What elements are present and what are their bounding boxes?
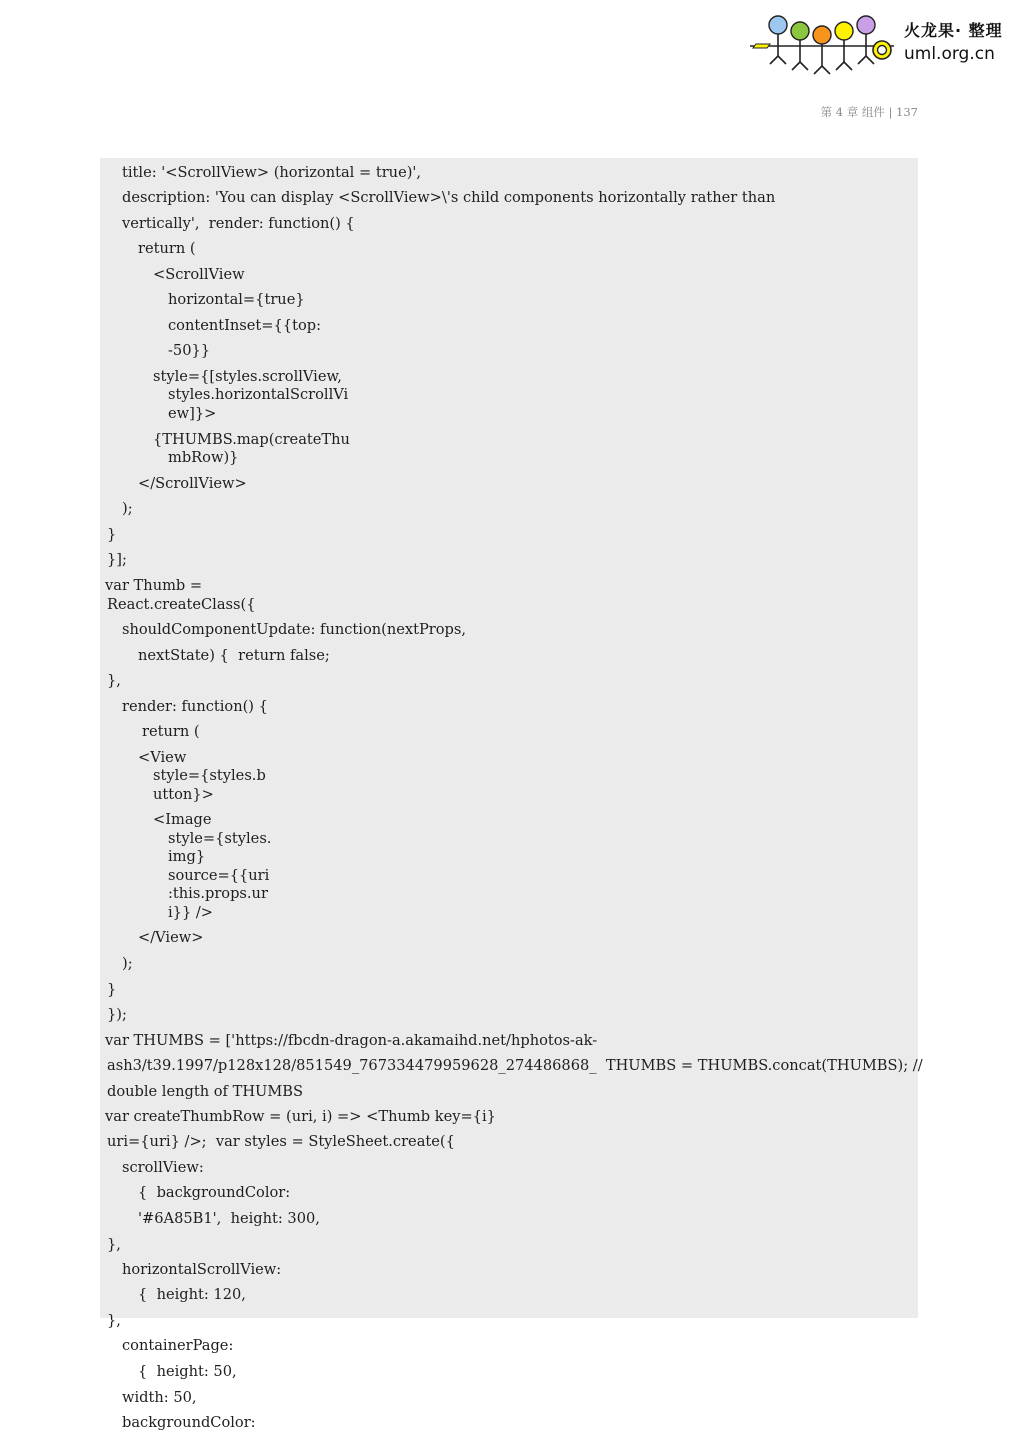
code-line: var createThumbRow = (uri, i) => <Thumb key={i} — [105, 1108, 496, 1125]
code-line: i}} /> — [168, 904, 214, 921]
code-line: scrollView: — [122, 1159, 204, 1176]
code-line: return ( — [142, 723, 200, 740]
code-line: }]; — [107, 551, 127, 568]
code-line: ash3/t39.1997/p128x128/851549_767334479959628_274486868_ THUMBS = THUMBS.concat(THUMBS); // — [107, 1057, 923, 1074]
code-line: nextState) { return false; — [138, 647, 330, 664]
code-line: </View> — [138, 929, 204, 946]
code-line: uri={uri} />; var styles = StyleSheet.create({ — [107, 1133, 455, 1150]
code-line: {THUMBS.map(createThu — [153, 431, 350, 448]
code-line: }, — [107, 672, 121, 689]
code-line: <Image — [153, 811, 212, 828]
code-line: width: 50, — [122, 1389, 197, 1406]
stick-figures-logo — [748, 12, 898, 76]
code-line: description: 'You can display <ScrollView>\'s child components horizontally rather than — [122, 189, 776, 206]
code-line: { height: 50, — [138, 1363, 237, 1380]
code-line: mbRow)} — [168, 449, 239, 466]
code-line: } — [107, 526, 117, 543]
code-line: var Thumb = — [105, 577, 203, 594]
code-line: horizontalScrollView: — [122, 1261, 282, 1278]
code-line: { backgroundColor: — [138, 1184, 291, 1201]
code-line: :this.props.ur — [168, 885, 268, 902]
brand-title: 火龙果· 整理 — [904, 21, 1003, 40]
code-line: source={{uri — [168, 867, 270, 884]
code-line: </ScrollView> — [138, 475, 247, 492]
code-line: ew]}> — [168, 405, 217, 422]
code-line: double length of THUMBS — [107, 1083, 304, 1100]
code-line: }); — [107, 1006, 127, 1023]
code-line: ); — [122, 500, 133, 517]
code-line: '#6A85B1', height: 300, — [138, 1210, 320, 1227]
code-line: ); — [122, 955, 133, 972]
brand-block — [904, 20, 1003, 66]
page-header: 第 4 章 组件 | 137 — [820, 105, 918, 119]
code-line: <View — [138, 749, 187, 766]
code-line: }, — [107, 1312, 121, 1329]
code-line: React.createClass({ — [107, 596, 256, 613]
code-line: style={styles. — [168, 830, 272, 847]
code-line: { height: 120, — [138, 1286, 246, 1303]
code-line: return ( — [138, 240, 196, 257]
code-line: vertically', render: function() { — [122, 215, 355, 232]
code-line: horizontal={true} — [168, 291, 305, 308]
code-line: -50}} — [168, 342, 211, 359]
code-line: style={[styles.scrollView, — [153, 368, 342, 385]
code-line: img} — [168, 848, 206, 865]
code-line: }, — [107, 1236, 121, 1253]
brand-site: uml.org.cn — [904, 44, 995, 64]
code-line: var THUMBS = ['https://fbcdn-dragon-a.akamaihd.net/hphotos-ak- — [105, 1032, 598, 1049]
code-line: } — [107, 981, 117, 998]
code-line: <ScrollView — [153, 266, 245, 283]
code-line: contentInset={{top: — [168, 317, 321, 334]
code-line: backgroundColor: — [122, 1414, 256, 1431]
code-line: containerPage: — [122, 1337, 234, 1354]
code-line: title: '<ScrollView> (horizontal = true)', — [122, 164, 422, 181]
code-line: shouldComponentUpdate: function(nextProps, — [122, 621, 467, 638]
code-line: render: function() { — [122, 698, 268, 715]
code-line: styles.horizontalScrollVi — [168, 386, 349, 403]
code-line: utton}> — [153, 786, 214, 803]
code-line: style={styles.b — [153, 767, 266, 784]
